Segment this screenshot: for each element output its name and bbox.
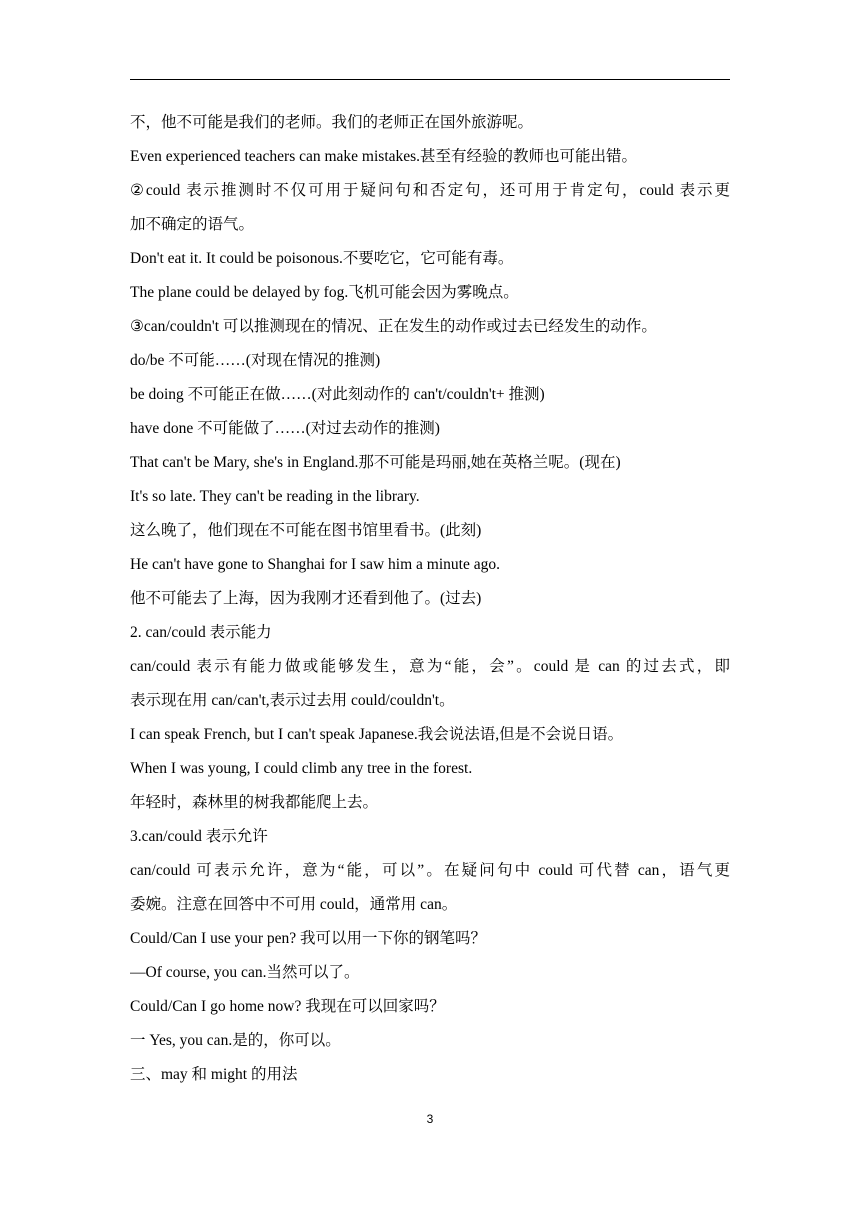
text-line: It's so late. They can't be reading in the library. bbox=[130, 488, 420, 505]
text-line: do/be 不可能……(对现在情况的推测) bbox=[130, 352, 381, 369]
page-number: 3 bbox=[426, 1112, 434, 1126]
text-line: 一 Yes, you can.是的，你可以。 bbox=[130, 1032, 341, 1049]
text-line: 不，他不可能是我们的老师。我们的老师正在国外旅游呢。 bbox=[130, 114, 534, 131]
text-line: Even experienced teachers can make mistakes.甚至有经验的教师也可能出错。 bbox=[130, 148, 638, 165]
text-line: 年轻时，森林里的树我都能爬上去。 bbox=[130, 794, 379, 811]
header-rule bbox=[130, 79, 730, 80]
section-heading: 三、may 和 might 的用法 bbox=[130, 1066, 298, 1083]
text-line: I can speak French, but I can't speak Japanese.我会说法语,但是不会说日语。 bbox=[130, 726, 624, 743]
text-line: 表示现在用 can/can't,表示过去用 could/couldn't。 bbox=[130, 692, 455, 709]
page-content bbox=[130, 106, 730, 1092]
text-line: ②could 表示推测时不仅可用于疑问句和否定句，还可用于肯定句，could 表示更 bbox=[130, 182, 730, 199]
section-heading: 2. can/could 表示能力 bbox=[130, 624, 272, 641]
text-line: 加不确定的语气。 bbox=[130, 216, 255, 233]
text-line: The plane could be delayed by fog.飞机可能会因为雾晚点。 bbox=[130, 284, 519, 301]
text-line: Don't eat it. It could be poisonous.不要吃它，它可能有毒。 bbox=[130, 250, 514, 267]
text-line: Could/Can I use your pen? 我可以用一下你的钢笔吗？ bbox=[130, 930, 487, 947]
text-line: can/could 可表示允许，意为“能，可以”。在疑问句中 could 可代替 can，语气更 bbox=[130, 862, 730, 879]
text-line: ③can/couldn't 可以推测现在的情况、正在发生的动作或过去已经发生的动作。 bbox=[130, 318, 657, 335]
text-line: 委婉。注意在回答中不可用 could，通常用 can。 bbox=[130, 896, 458, 913]
text-line: —Of course, you can.当然可以了。 bbox=[130, 964, 360, 981]
text-line: be doing 不可能正在做……(对此刻动作的 can't/couldn't+ 推测) bbox=[130, 386, 545, 403]
text-line: 他不可能去了上海，因为我刚才还看到他了。(过去) bbox=[130, 590, 482, 607]
text-line: can/could 表示有能力做或能够发生，意为“能，会”。could 是 can 的过去式，即 bbox=[130, 658, 730, 675]
text-line: When I was young, I could climb any tree in the forest. bbox=[130, 760, 473, 777]
text-line: Could/Can I go home now? 我现在可以回家吗？ bbox=[130, 998, 445, 1015]
text-line: He can't have gone to Shanghai for I saw him a minute ago. bbox=[130, 556, 500, 573]
text-line: have done 不可能做了……(对过去动作的推测) bbox=[130, 420, 440, 437]
text-line: 这么晚了，他们现在不可能在图书馆里看书。(此刻) bbox=[130, 522, 482, 539]
text-line: That can't be Mary, she's in England.那不可能是玛丽,她在英格兰呢。(现在) bbox=[130, 454, 621, 471]
section-heading: 3.can/could 表示允许 bbox=[130, 828, 268, 845]
